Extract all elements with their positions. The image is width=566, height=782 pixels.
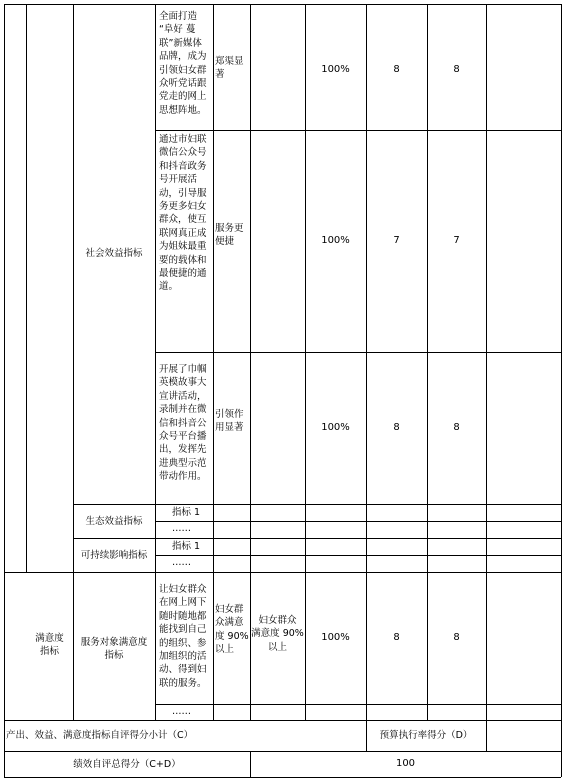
social-item-1-target: 100% xyxy=(321,64,350,75)
satisfaction-standard: 妇女群众 满意度 90% 以上 xyxy=(251,615,304,653)
social-item-2-indicator: 服务更 便捷 xyxy=(215,223,244,248)
social-item-2-content: 通过市妇联 微信公众号 和抖音政务 号开展活 动，引导服 务更多妇女 群众，使互 联网真正成 为姐妹最重 要的载体和 最便捷的通 道。 xyxy=(159,134,207,293)
social-item-2-score: 7 xyxy=(453,235,460,246)
total-score-value: 100 xyxy=(395,758,416,769)
rule-social-bottom xyxy=(73,504,561,505)
rule-right xyxy=(561,4,562,777)
sustain-more: …… xyxy=(172,557,191,568)
rule-satis-bottom xyxy=(4,720,561,721)
rule-subtotal-bottom xyxy=(4,751,561,752)
satisfaction-score: 8 xyxy=(453,632,460,643)
social-item-1-weight: 8 xyxy=(393,64,400,75)
social-item-3-score: 8 xyxy=(453,422,460,433)
total-score-label: 绩效自评总得分（C+D） xyxy=(73,759,181,770)
eco-benefit-header: 生态效益指标 xyxy=(85,516,143,527)
rule-col-h xyxy=(427,4,428,720)
rule-col-b xyxy=(73,4,74,720)
rule-col-c xyxy=(155,4,156,720)
satisfaction-weight: 8 xyxy=(393,632,400,643)
social-item-3-indicator: 引领作 用显著 xyxy=(215,409,244,434)
subtotal-label: 产出、效益、满意度指标自评得分小计（C） xyxy=(6,730,194,741)
satisfaction-header: 服务对象满意度 指标 xyxy=(80,637,148,662)
rule-top xyxy=(4,4,561,5)
satisfaction-category: 满意度 指标 xyxy=(35,633,64,658)
social-item-2-weight: 7 xyxy=(393,235,400,246)
rule-left xyxy=(4,4,5,777)
eco-item-1: 指标 1 xyxy=(172,507,201,518)
rule-eco-mid xyxy=(155,521,561,522)
satisfaction-target: 100% xyxy=(321,632,350,643)
social-item-2-target: 100% xyxy=(321,235,350,246)
rule-col-i xyxy=(486,4,487,751)
rule-col-a xyxy=(26,4,27,572)
rule-eco-bottom xyxy=(73,538,561,539)
rule-col-d xyxy=(213,4,214,720)
satisfaction-content: 让妇女群众 在网上网下 随时随地都 能找到自己 的组织、参 加组织的活 动、得到妇 联的服务。 xyxy=(159,584,207,689)
rule-table-bottom xyxy=(4,777,561,778)
rule-row1-bottom xyxy=(155,130,561,131)
social-item-1-indicator: 郑渠显 著 xyxy=(215,56,244,81)
rule-satis-mid xyxy=(155,704,561,705)
rule-col-f xyxy=(305,4,306,720)
social-item-3-weight: 8 xyxy=(393,422,400,433)
social-item-1-score: 8 xyxy=(453,64,460,75)
rule-col-e xyxy=(250,4,251,720)
social-item-3-target: 100% xyxy=(321,422,350,433)
budget-execution-label: 预算执行率得分（D） xyxy=(379,730,473,741)
social-benefit-header: 社会效益指标 xyxy=(85,248,143,259)
rule-row2-bottom xyxy=(155,352,561,353)
satisfaction-more: …… xyxy=(172,706,191,717)
satisfaction-indicator: 妇女群 众满意 度 90% 以上 xyxy=(215,604,249,656)
eco-more: …… xyxy=(172,523,191,534)
rule-sustain-mid xyxy=(155,555,561,556)
sustain-impact-header: 可持续影响指标 xyxy=(80,550,148,561)
sustain-item-1: 指标 1 xyxy=(172,541,201,552)
social-item-1-content: 全面打造 “阜好 蔓 联”新媒体 品牌，成为 引领妇女群 众听党话跟 党走的网上 思想阵地。 xyxy=(159,11,207,116)
rule-effect-bottom xyxy=(4,572,561,573)
social-item-3-content: 开展了巾帼 英模故事大 宣讲活动， 录制并在微 信和抖音公 众号平台播 出，发挥先 进典型示范 带动作用。 xyxy=(159,364,207,483)
